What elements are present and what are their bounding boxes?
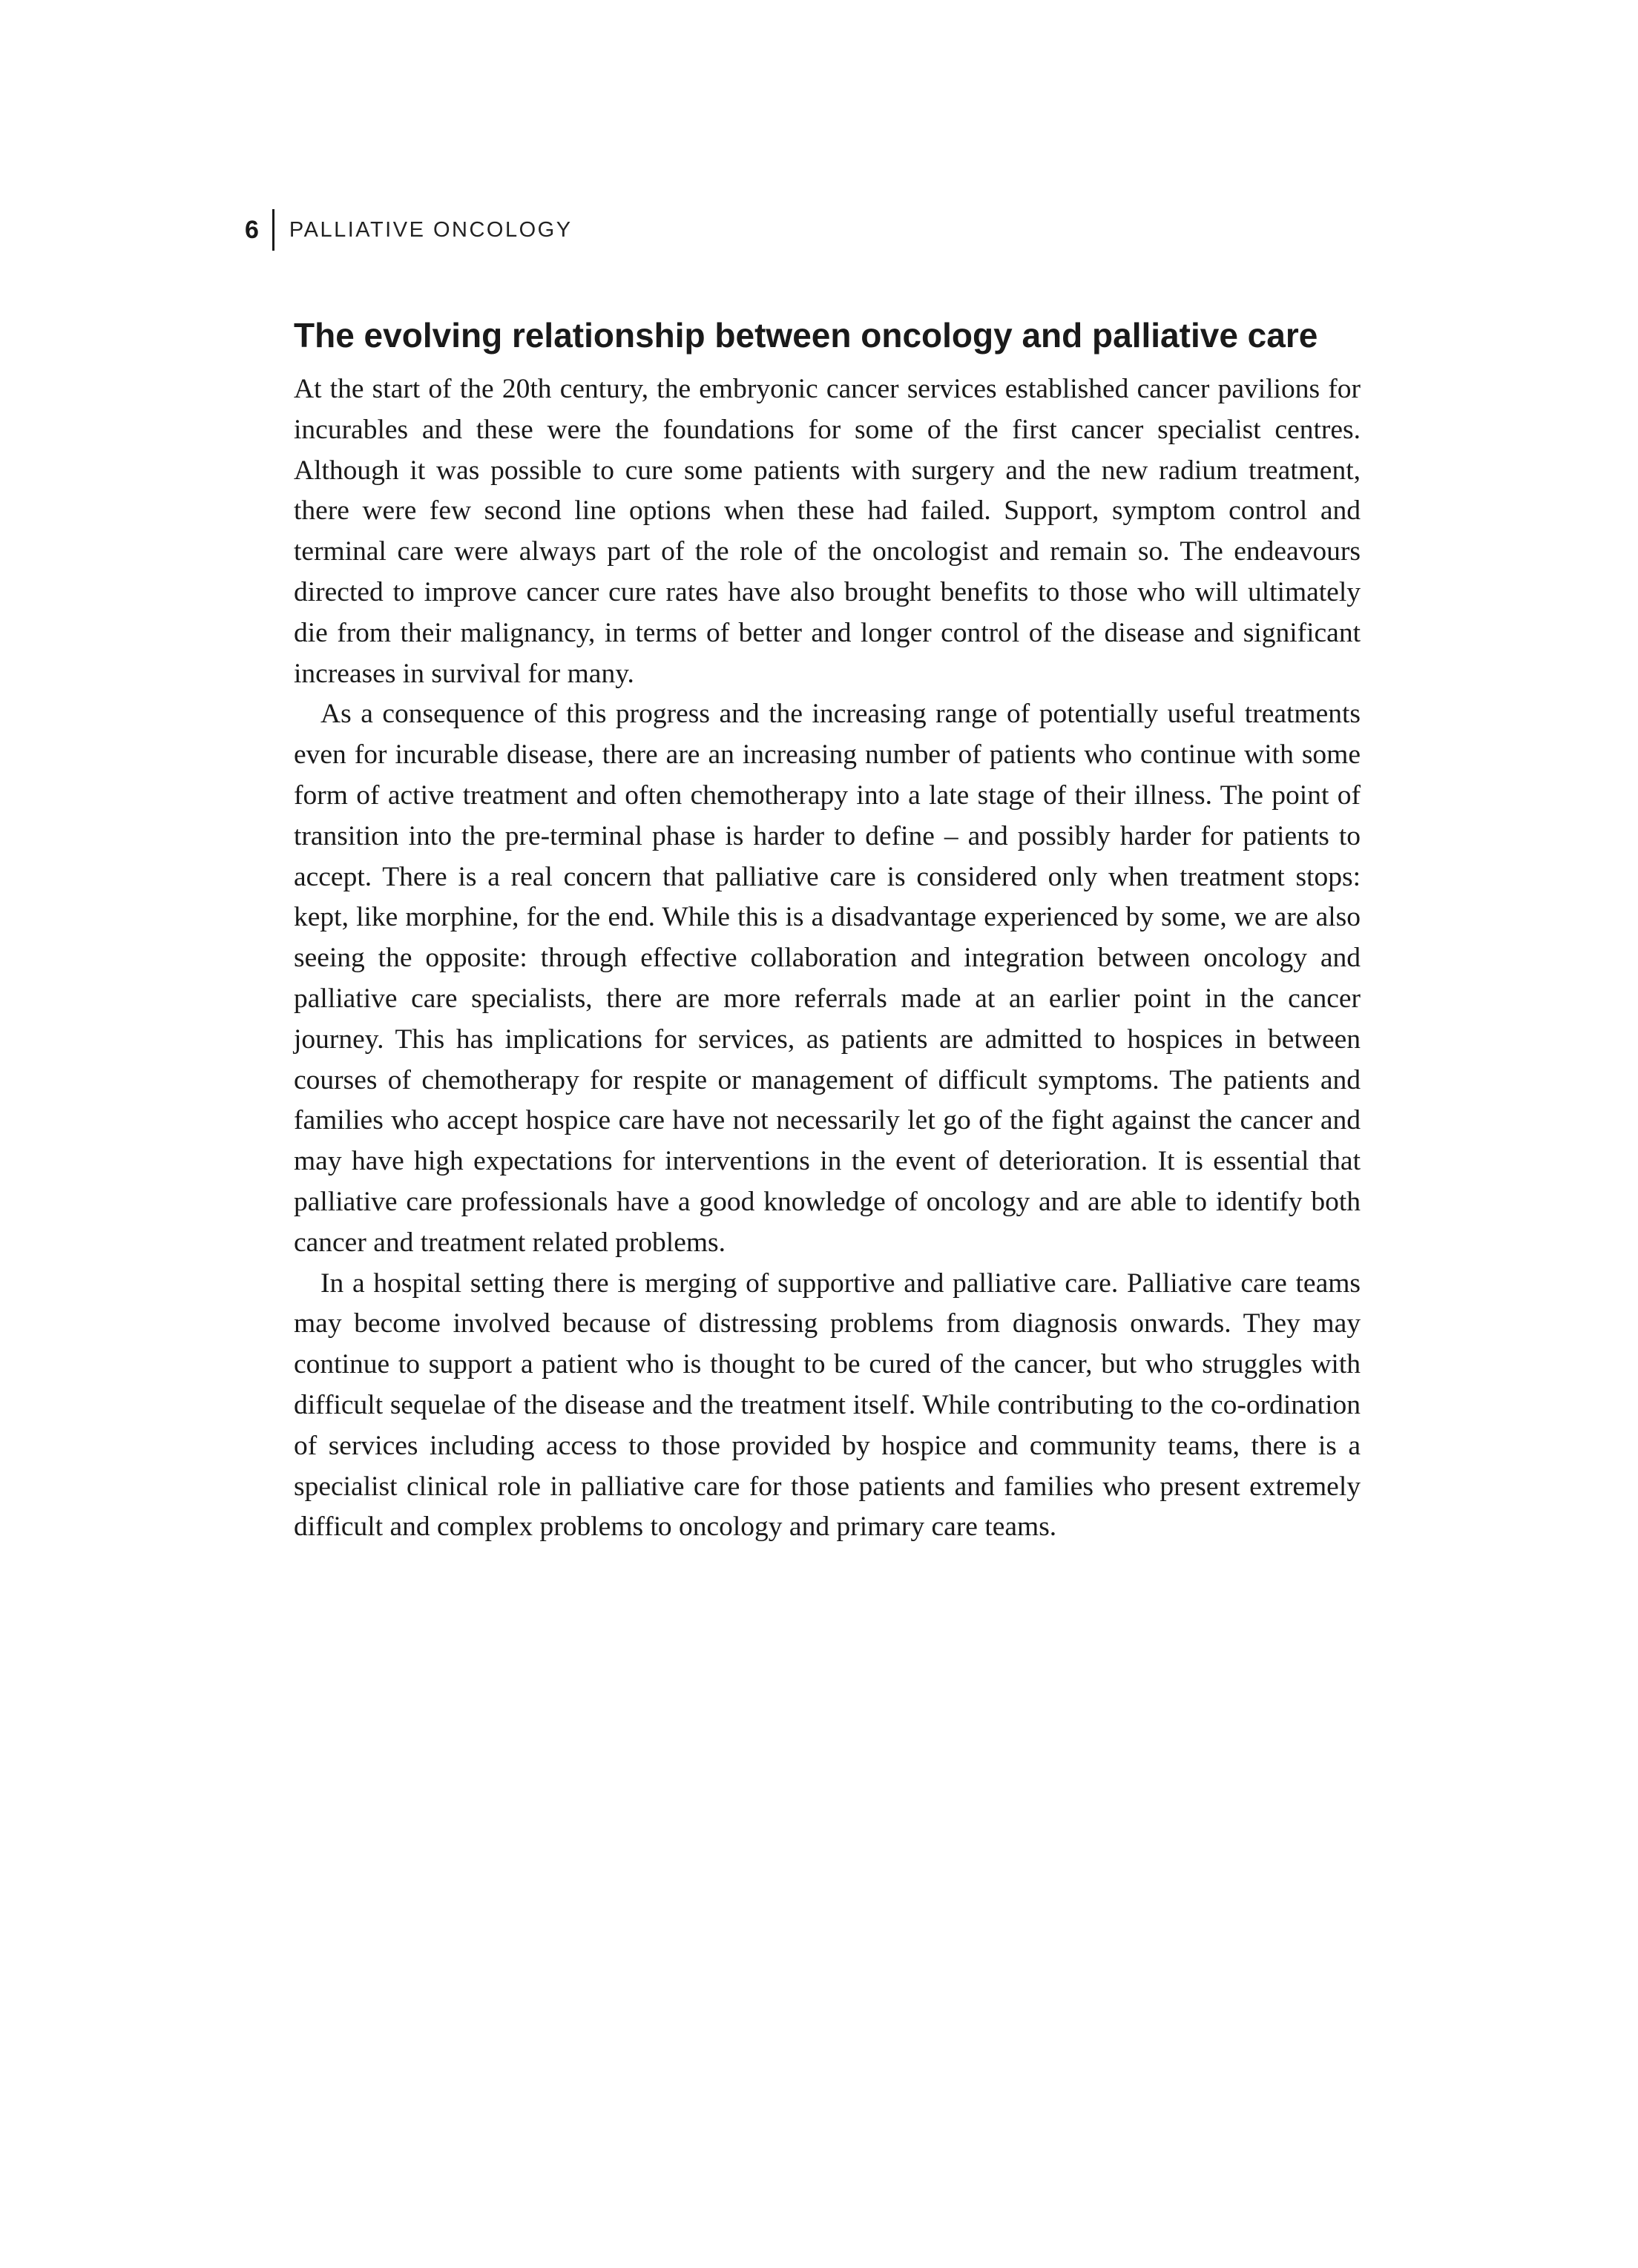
paragraph-1: At the start of the 20th century, the embryonic cancer services established cancer pavilions for incurables and these were the foundations for some of the first cancer specialist centres. Although it was possible to cure some patients with surgery and the new radium treatment, there were few second line options when these had failed. Support, symptom control and terminal care were always part of the role of the oncologist and remain so. The endeavours directed to improve cancer cure rates have also brought benefits to those who will ultimately die from their malignancy, in terms of better and longer control of the disease and significant increases in survival for many. xyxy=(294,374,1361,689)
running-head-divider xyxy=(272,209,274,251)
paragraph-3: In a hospital setting there is merging of supportive and palliative care. Palliative care teams may become involved because of distressing problems from diagnosis onwards. They may continue to support a patient who is thought to be cured of the cancer, but who struggles with difficult sequelae of the disease and the treatment itself. While contributing to the co-ordination of services including access to those provided by hospice and community teams, there is a specialist clinical role in palliative care for those patients and families who present extremely difficult and complex problems to oncology and primary care teams. xyxy=(294,1267,1361,1543)
page-number: 6 xyxy=(245,216,259,244)
running-head-title: PALLIATIVE ONCOLOGY xyxy=(289,218,573,242)
section-heading: The evolving relationship between oncology and palliative care xyxy=(294,316,1318,355)
section-content xyxy=(294,311,1361,1548)
running-head xyxy=(245,209,573,251)
paragraph-2: As a consequence of this progress and the increasing range of potentially useful treatments even for incurable disease, there are an increasing number of patients who continue with some form of active treatment and often chemotherapy into a late stage of their illness. The point of transition into the pre-terminal phase is harder to define – and possibly harder for patients to accept. There is a real concern that palliative care is considered only when treatment stops: kept, like morphine, for the end. While this is a disadvantage experienced by some, we are also seeing the opposite: through effective collaboration and integration between oncology and palliative care specialists, there are more referrals made at an earlier point in the cancer journey. This has implications for services, as patients are admitted to hospices in between courses of chemotherapy for respite or management of difficult symptoms. The patients and families who accept hospice care have not necessarily let go of the fight against the cancer and may have high expectations for interventions in the event of deterioration. It is essential that palliative care professionals have a good knowledge of oncology and are able to identify both cancer and treatment related problems. xyxy=(294,699,1361,1258)
